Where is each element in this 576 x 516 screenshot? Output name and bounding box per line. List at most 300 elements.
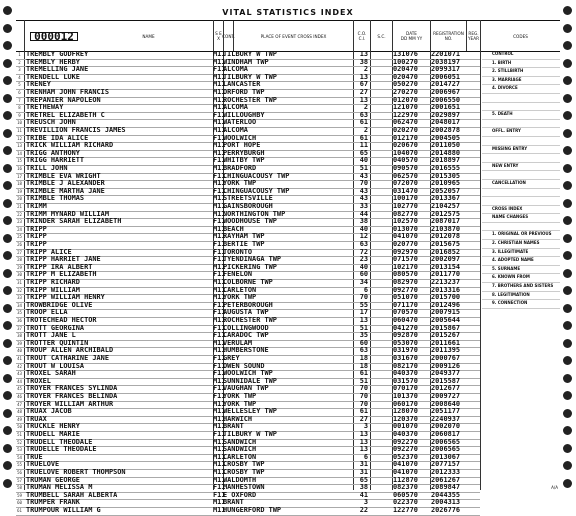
- county-code-cell: 51: [359, 323, 368, 332]
- place-cell: FENELON: [223, 270, 253, 279]
- date-cell: 022370: [393, 498, 418, 507]
- date-cell: 122770: [393, 506, 418, 514]
- name-cell: TROXEL: [26, 376, 51, 385]
- date-cell: 112870: [393, 475, 418, 484]
- sex-cell: M11: [213, 460, 226, 469]
- county-code-cell: 13: [359, 95, 368, 104]
- sex-cell: M11: [213, 126, 226, 134]
- divider: [480, 20, 481, 490]
- county-code-cell: 70: [359, 384, 368, 393]
- row-number: 34: [17, 302, 22, 308]
- date-cell: 071170: [393, 300, 418, 309]
- sex-cell: M11: [213, 422, 226, 431]
- sex-cell: M11: [213, 452, 226, 461]
- sex-cell: M11: [213, 468, 226, 476]
- date-cell: 040570: [393, 156, 418, 165]
- row-number: 60: [17, 500, 22, 506]
- sex-cell: F11: [213, 392, 226, 400]
- row-number: 61: [17, 508, 22, 513]
- date-cell: 092770: [393, 285, 418, 294]
- place-cell: WOOLWICH TWP: [223, 369, 273, 378]
- date-cell: 012070: [393, 95, 418, 104]
- row-number: 21: [17, 204, 22, 209]
- sex-cell: M11: [213, 164, 226, 172]
- row-number: 30: [17, 272, 22, 278]
- date-cell: 001070: [393, 422, 418, 431]
- name-cell: TROUT CATHARINE JANE: [26, 354, 109, 362]
- sprocket-hole: [563, 269, 572, 278]
- sex-cell: M11: [213, 95, 226, 104]
- name-cell: TRIGG HARRIETT: [26, 156, 85, 165]
- code-legend-item: [482, 154, 560, 163]
- place-cell: CHINGUACOUSY TWP: [223, 171, 290, 180]
- place-cell: E OXFORD: [223, 490, 257, 499]
- registration-cell: 2015267: [431, 331, 461, 340]
- sex-cell: F11: [213, 369, 226, 378]
- name-cell: TRIMBLE EVA WRIGHT: [26, 171, 101, 180]
- county-code-cell: 70: [359, 179, 368, 188]
- sprocket-hole: [563, 164, 572, 173]
- sex-cell: F11: [213, 308, 226, 317]
- place-cell: ALCOMA: [223, 103, 248, 112]
- date-cell: 053070: [393, 338, 418, 347]
- date-cell: 092270: [393, 445, 418, 454]
- place-cell: WATERLOO: [223, 118, 257, 127]
- sprocket-hole: [563, 111, 572, 120]
- place-cell: ROCHESTER TWP: [223, 316, 277, 324]
- registration-cell: 2038197: [431, 57, 461, 66]
- sprocket-hole: [3, 374, 12, 383]
- tractor-feed-right: [560, 0, 576, 495]
- date-cell: 051070: [393, 293, 418, 302]
- place-cell: CROSBY TWP: [223, 468, 265, 476]
- date-cell: 072070: [393, 179, 418, 188]
- county-code-cell: 65: [359, 475, 368, 484]
- date-cell: 060470: [393, 316, 418, 324]
- name-cell: TROYER WILLIAM ARTHUR: [26, 399, 114, 408]
- name-cell: TRIMBLE J ALEXANDER: [26, 179, 105, 188]
- county-code-cell: 61: [359, 369, 368, 378]
- registration-cell: 2006565: [431, 445, 461, 454]
- date-cell: 121070: [393, 103, 418, 112]
- county-code-cell: 70: [359, 293, 368, 302]
- registration-cell: 2000767: [431, 354, 461, 362]
- county-code-cell: 38: [359, 217, 368, 226]
- page-number: 000012: [30, 32, 78, 41]
- code-legend-item: 5. SURNAME: [482, 266, 560, 275]
- county-code-cell: 31: [359, 460, 368, 469]
- row-number: 27: [17, 249, 22, 255]
- name-cell: TRIPP RICHARD: [26, 278, 80, 286]
- place-cell: SANDWICH: [223, 445, 257, 454]
- date-cell: 100270: [393, 57, 418, 66]
- name-cell: TRUDELL THEODALE: [26, 437, 93, 446]
- registration-cell: 2089847: [431, 483, 461, 492]
- sprocket-hole: [563, 76, 572, 85]
- county-code-cell: 63: [359, 110, 368, 119]
- tractor-feed-left: [0, 0, 16, 495]
- row-number: 35: [17, 310, 22, 316]
- sprocket-hole: [3, 146, 12, 155]
- name-cell: TRETREL ELIZABETH C: [26, 110, 105, 119]
- sprocket-hole: [563, 409, 572, 418]
- name-cell: TRUMBELL SARAH ALBERTA: [26, 490, 118, 499]
- place-cell: PETERBOROUGH: [223, 300, 273, 309]
- date-cell: 080570: [393, 270, 418, 279]
- registration-cell: 2013316: [431, 285, 461, 294]
- date-cell: 020770: [393, 240, 418, 248]
- row-number-header: [16, 21, 24, 51]
- code-legend-item: 9. CONNECTION: [482, 300, 560, 309]
- row-number: 13: [17, 143, 22, 149]
- name-cell: TRUDELLE THEODALE: [26, 445, 97, 454]
- row-number: 46: [17, 394, 22, 399]
- registration-cell: 2077157: [431, 460, 461, 469]
- sprocket-hole: [3, 41, 12, 50]
- county-code-cell: 65: [359, 148, 368, 157]
- registration-cell: 2011770: [431, 270, 461, 279]
- sex-cell: M11: [213, 475, 226, 484]
- name-cell: TRIMM: [26, 202, 47, 210]
- row-number: 17: [17, 173, 22, 179]
- sprocket-hole: [3, 286, 12, 295]
- place-cell: ORFORD TWP: [223, 88, 265, 96]
- row-number: 57: [17, 477, 22, 483]
- place-cell: YORK TWP: [223, 399, 257, 408]
- county-code-cell: 51: [359, 376, 368, 385]
- registration-cell: 2015700: [431, 293, 461, 302]
- county-code-cell: 72: [359, 247, 368, 256]
- county-code-cell: 27: [359, 88, 368, 96]
- code-legend-item: [482, 94, 560, 103]
- name-cell: TRIBE IDA ALICE: [26, 133, 89, 142]
- sprocket-hole: [563, 321, 572, 330]
- sex-cell: M11: [213, 262, 226, 271]
- sex-cell: F11: [213, 300, 226, 309]
- row-number: 33: [17, 295, 22, 301]
- registration-cell: 2060817: [431, 430, 461, 438]
- sprocket-hole: [3, 94, 12, 103]
- county-code-cell: 41: [359, 490, 368, 499]
- registration-cell: 2010965: [431, 179, 461, 188]
- registration-cell: 2029897: [431, 110, 461, 119]
- name-cell: TRIPP IRA ALBERT: [26, 262, 93, 271]
- row-number: 9: [18, 112, 21, 118]
- place-cell: BRANT: [223, 498, 244, 507]
- county-code-cell: 31: [359, 468, 368, 476]
- date-cell: 082770: [393, 209, 418, 218]
- name-cell: TROTT GEORGINA: [26, 323, 85, 332]
- sprocket-hole: [3, 391, 12, 400]
- county-code-cell: 34: [359, 278, 368, 286]
- name-cell: TREVILLION FRANCIS JAMES: [26, 126, 126, 134]
- registration-cell: 2005644: [431, 316, 461, 324]
- sprocket-hole: [3, 339, 12, 348]
- sex-cell: M11: [213, 293, 226, 302]
- sprocket-hole: [563, 251, 572, 260]
- name-cell: TREMBLY GODFREY: [26, 50, 89, 58]
- sprocket-hole: [563, 129, 572, 138]
- date-cell: 031670: [393, 354, 418, 362]
- code-legend-item: CONTROL: [482, 51, 560, 60]
- name-cell: TREPANIER NAPOLEON: [26, 95, 101, 104]
- name-cell: TROWBRIDGE OLIVE: [26, 300, 93, 309]
- code-legend-item: CROSS INDEX: [482, 206, 560, 215]
- name-cell: TROTTER QUINTIN: [26, 338, 89, 347]
- sex-cell: M11: [213, 224, 226, 233]
- row-number: 6: [18, 90, 21, 95]
- registration-cell: 2012575: [431, 209, 461, 218]
- row-number: 51: [17, 432, 22, 437]
- registration-cell: 2048017: [431, 118, 461, 127]
- place-cell: LANCASTER: [223, 80, 261, 89]
- registration-cell: 2011050: [431, 141, 461, 150]
- place-cell: CHINGUACOUSY TWP: [223, 186, 290, 195]
- sex-cell: M11: [213, 118, 226, 127]
- sex-cell: M11: [213, 103, 226, 112]
- code-legend-item: 4. ADOPTED NAME: [482, 257, 560, 266]
- sex-cell: M11: [213, 498, 226, 507]
- row-number: 37: [17, 325, 22, 331]
- registration-cell: 2052057: [431, 186, 461, 195]
- code-legend-item: 3. ILLEGITIMATE: [482, 249, 560, 258]
- county-code-cell: 11: [359, 141, 368, 150]
- sex-cell: F11: [213, 133, 226, 142]
- county-code-cell: 13: [359, 72, 368, 81]
- registration-cell: 2201071: [431, 50, 461, 58]
- name-cell: TROYER FRANCES SYLINDA: [26, 384, 118, 393]
- name-cell: TRUE: [26, 452, 43, 461]
- row-number: 36: [17, 318, 22, 323]
- row-number: 28: [17, 257, 22, 263]
- row-number: 8: [18, 105, 21, 111]
- row-number: 47: [17, 401, 22, 407]
- row-number: 59: [17, 492, 22, 498]
- sprocket-hole: [563, 304, 572, 313]
- registration-cell: 2011661: [431, 338, 461, 347]
- sprocket-hole: [3, 251, 12, 260]
- date-cell: 060170: [393, 399, 418, 408]
- registration-cell: 2012496: [431, 300, 461, 309]
- sex-cell: F11: [213, 331, 226, 340]
- date-cell: 082970: [393, 278, 418, 286]
- date-cell: 082170: [393, 361, 418, 370]
- name-cell: TRICK WILLIAM RICHARD: [26, 141, 114, 150]
- place-cell: HUMBERSTONE: [223, 346, 269, 355]
- registration-cell: 2001651: [431, 103, 461, 112]
- code-legend-item: 2. STILLBIRTH: [482, 68, 560, 77]
- sprocket-hole: [563, 24, 572, 33]
- registration-cell: 2008640: [431, 399, 461, 408]
- name-cell: TRUELOVE ROBERT THOMPSON: [26, 468, 126, 476]
- date-cell: 120370: [393, 414, 418, 423]
- registration-cell: 2006051: [431, 72, 461, 81]
- code-legend-item: CANCELLATION: [482, 180, 560, 189]
- sprocket-hole: [3, 216, 12, 225]
- row-number: 25: [17, 234, 22, 240]
- code-legend-item: 7. BROTHERS AND SISTERS: [482, 283, 560, 292]
- row-number: 52: [17, 439, 22, 445]
- name-cell: TROTT JANE L: [26, 331, 76, 340]
- code-legend-item: [482, 197, 560, 206]
- registration-cell: 2004505: [431, 133, 461, 142]
- sex-header: S E X: [213, 21, 223, 51]
- name-cell: TRIMM MYNARD WILLIAM: [26, 209, 109, 218]
- county-code-cell: 60: [359, 270, 368, 279]
- date-cell: 041070: [393, 232, 418, 241]
- place-cell: TORONTO: [223, 247, 253, 256]
- county-code-cell: 51: [359, 164, 368, 172]
- registration-cell: 2006565: [431, 437, 461, 446]
- name-cell: TRIGG ANTHONY: [26, 148, 80, 157]
- sprocket-hole: [3, 164, 12, 173]
- page-title: VITAL STATISTICS INDEX: [222, 8, 354, 17]
- registration-cell: 2014880: [431, 148, 461, 157]
- row-number: 44: [17, 378, 22, 384]
- row-number: 4: [18, 74, 21, 80]
- date-label: DATE: [406, 31, 417, 36]
- sex-cell: M11: [213, 202, 226, 210]
- name-cell: TRIPP WILLIAM: [26, 285, 80, 294]
- date-cell: 092970: [393, 247, 418, 256]
- sprocket-hole: [563, 426, 572, 435]
- registration-cell: 2011395: [431, 346, 461, 355]
- sex-cell: M11: [213, 316, 226, 324]
- sprocket-hole: [563, 234, 572, 243]
- sex-cell: F11: [213, 255, 226, 264]
- code-legend-item: [482, 120, 560, 129]
- date-header: [392, 21, 430, 51]
- place-cell: STREETSVILLE: [223, 194, 273, 203]
- sex-cell: M11: [213, 414, 226, 423]
- place-cell: WELLESLEY TWP: [223, 407, 277, 416]
- name-cell: TRENHAM JOHN FRANCIS: [26, 88, 109, 96]
- row-number: 56: [17, 470, 22, 475]
- sprocket-hole: [3, 321, 12, 330]
- name-cell: TRIPP WILLIAM HENRY: [26, 293, 105, 302]
- sex-cell: M11: [213, 346, 226, 355]
- row-number: 1: [18, 52, 21, 57]
- date-cell: 070170: [393, 384, 418, 393]
- form-number: A/A: [551, 485, 558, 490]
- registration-cell: 2061267: [431, 475, 461, 484]
- county-code-cell: 67: [359, 80, 368, 89]
- sprocket-hole: [3, 234, 12, 243]
- sex-cell: M11: [213, 278, 226, 286]
- sex-cell: M11: [213, 445, 226, 454]
- county-code-cell: 63: [359, 346, 368, 355]
- date-cell: 128070: [393, 407, 418, 416]
- sprocket-hole: [563, 199, 572, 208]
- county-code-cell: 22: [359, 506, 368, 514]
- place-cell: CARLETON: [223, 452, 257, 461]
- registration-cell: 2015305: [431, 171, 461, 180]
- sprocket-hole: [3, 304, 12, 313]
- name-cell: TRUAX JACOB: [26, 407, 72, 416]
- registration-cell: 2103870: [431, 224, 461, 233]
- place-cell: PERRYBURGH: [223, 148, 265, 157]
- place-cell: YORK TWP: [223, 392, 257, 400]
- sprocket-hole: [563, 444, 572, 453]
- name-cell: TRETHEWAY: [26, 103, 64, 112]
- name-cell: TRILL JOHN: [26, 164, 68, 172]
- place-cell: OWEN SOUND: [223, 361, 265, 370]
- date-cell: 013070: [393, 224, 418, 233]
- name-cell: TRIMBLE MARTHA JANE: [26, 186, 105, 195]
- county-code-cell: 70: [359, 399, 368, 408]
- name-cell: TRIPP: [26, 224, 47, 233]
- table-row: [16, 507, 480, 516]
- registration-cell: 2044355: [431, 490, 461, 499]
- sex-cell: F11: [213, 110, 226, 119]
- date-cell: 040370: [393, 369, 418, 378]
- date-cell: 062470: [393, 118, 418, 127]
- date-cell: 122970: [393, 110, 418, 119]
- county-code-cell: 43: [359, 171, 368, 180]
- row-number: 32: [17, 287, 22, 293]
- sex-cell: M11: [213, 285, 226, 294]
- name-header: NAME: [142, 33, 155, 39]
- place-cell: PICKERING TWP: [223, 262, 277, 271]
- sc-header: S.C.: [370, 21, 392, 51]
- county-code-cell: 33: [359, 202, 368, 210]
- name-cell: TRUDELL MARIE: [26, 430, 80, 438]
- sprocket-hole: [3, 6, 12, 15]
- row-number: 15: [17, 158, 22, 164]
- name-cell: TRUMAN MELISSA M: [26, 483, 93, 492]
- sex-cell: M11: [213, 80, 226, 89]
- registration-cell: 2013367: [431, 194, 461, 203]
- place-cell: TILBURY W TWP: [223, 72, 277, 81]
- date-cell: 102170: [393, 262, 418, 271]
- name-cell: TRIPP: [26, 240, 47, 248]
- place-cell: WILLOUGHBY: [223, 110, 265, 119]
- county-code-cell: 38: [359, 57, 368, 66]
- place-cell: HUNGERFORD TWP: [223, 506, 282, 514]
- sex-cell: M11: [213, 141, 226, 150]
- registration-cell: 2002097: [431, 255, 461, 264]
- sprocket-hole: [3, 479, 12, 488]
- date-cell: 102570: [393, 217, 418, 226]
- county-code-cell: 12: [359, 232, 368, 241]
- place-cell: CROSBY TWP: [223, 460, 265, 469]
- registration-cell: 2006550: [431, 95, 461, 104]
- name-cell: TROXEL SARAH: [26, 369, 76, 378]
- sprocket-hole: [563, 59, 572, 68]
- page-number-cell: [24, 21, 84, 51]
- sprocket-hole: [3, 24, 12, 33]
- row-number: 16: [17, 166, 22, 171]
- name-cell: TROUP ALLEN ARCHIBALD: [26, 346, 114, 355]
- sprocket-hole: [563, 216, 572, 225]
- registration-cell: 2049377: [431, 369, 461, 378]
- county-code-cell: 44: [359, 209, 368, 218]
- sprocket-hole: [563, 356, 572, 365]
- county-code-cell: 60: [359, 338, 368, 347]
- county-code-cell: 43: [359, 194, 368, 203]
- place-cell: MANHESTOWN: [223, 483, 265, 492]
- code-legend-item: OFFL. ENTRY: [482, 128, 560, 137]
- registration-cell: 2009727: [431, 392, 461, 400]
- place-cell: ROCHESTER TWP: [223, 95, 277, 104]
- county-code-cell: 2: [363, 126, 368, 134]
- name-cell: TRIPP ALICE: [26, 247, 72, 256]
- sex-cell: F11: [213, 323, 226, 332]
- place-cell: VERULAM: [223, 338, 253, 347]
- place-cell: GAINSBOROUGH: [223, 202, 273, 210]
- sprocket-hole: [563, 461, 572, 470]
- name-cell: TRUCKLE HENRY: [26, 422, 80, 431]
